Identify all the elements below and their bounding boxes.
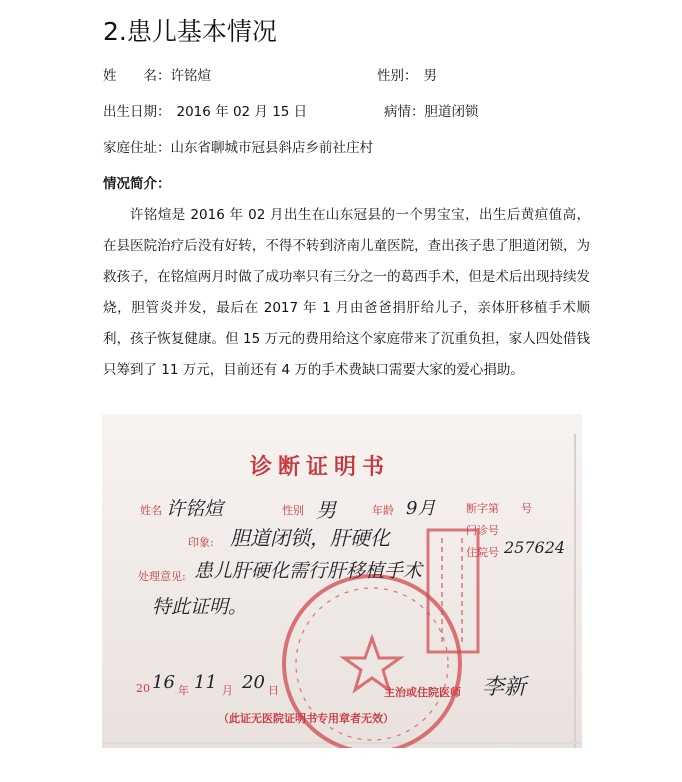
cert-age-handwritten: 9月 bbox=[406, 498, 436, 519]
address-row bbox=[103, 136, 373, 156]
cert-impression-label: 印象: bbox=[188, 536, 214, 549]
address-label: 家庭住址： bbox=[103, 140, 171, 156]
cert-name-handwritten: 许铭煊 bbox=[166, 498, 224, 520]
cert-year-label: 年 bbox=[178, 684, 189, 697]
cert-ref-label: 断字第 号 bbox=[466, 502, 532, 515]
cert-impression-handwritten: 胆道闭锁，肝硬化 bbox=[230, 526, 390, 550]
gender-row bbox=[377, 64, 437, 84]
cert-inpatient-label: 住院号 bbox=[466, 546, 499, 559]
cert-year-handwritten: 16 bbox=[152, 672, 175, 693]
disease-label: 病情： bbox=[384, 104, 425, 120]
paper-edge bbox=[574, 434, 576, 748]
birth-row bbox=[103, 100, 307, 120]
cert-date-prefix: 20 bbox=[136, 682, 150, 695]
cert-name-label: 姓名 bbox=[140, 504, 162, 517]
cert-opinion-handwritten: 患儿肝硬化需行肝移植手术 bbox=[194, 560, 423, 582]
cert-footer-note: （此证无医院证明书专用章者无效） bbox=[218, 712, 394, 725]
cert-day-label: 日 bbox=[268, 684, 279, 697]
cert-gender-handwritten: 男 bbox=[316, 498, 336, 522]
summary-heading: 情况简介： bbox=[103, 176, 171, 192]
disease-row bbox=[384, 100, 479, 120]
cert-opinion-label: 处理意见: bbox=[138, 570, 186, 583]
cert-day-handwritten: 20 bbox=[242, 672, 265, 693]
name-row bbox=[103, 64, 211, 84]
cert-outpatient-label: 门诊号 bbox=[466, 524, 499, 537]
disease-value: 胆道闭锁 bbox=[424, 104, 479, 120]
name-label: 姓 名： bbox=[103, 68, 171, 84]
section-title: 2.患儿基本情况 bbox=[103, 17, 277, 46]
gender-label: 性别： bbox=[377, 68, 418, 84]
cert-opinion-handwritten-2: 特此证明。 bbox=[152, 596, 248, 618]
address-value: 山东省聊城市冠县斜店乡前社庄村 bbox=[170, 140, 373, 156]
cert-month-label: 月 bbox=[222, 684, 233, 697]
gender-value: 男 bbox=[423, 68, 437, 84]
cert-gender-label: 性别 bbox=[282, 504, 304, 517]
summary-paragraph: 许铭煊是 2016 年 02 月出生在山东冠县的一个男宝宝，出生后黄疸值高，在县医院治疗后没有好转，不得不转到济南儿童医院，查出孩子患了胆道闭锁，为救孩子，在铭煊两月时做了成功率只有三分之一的葛西手术，但是术后出现持续发烧，胆管炎并发，最后在 2017 年 1 月由爸爸捐肝给儿子，亲体肝移植手术顺利，孩子恢复健康。但 15 万元的费用给这个家庭带来了沉重负担，家人四处借钱只筹到了 11 万元，目前还有 4 万的手术费缺口需要大家的爱心捐助。 bbox=[103, 207, 590, 378]
birth-value: 2016 年 02 月 15 日 bbox=[176, 104, 308, 120]
cert-inpatient-handwritten: 257624 bbox=[504, 538, 566, 557]
doctor-signature: 李新 bbox=[482, 675, 527, 700]
certificate-title: 诊断证明书 bbox=[250, 454, 391, 480]
cert-doctor-label: 主治或住院医师 bbox=[384, 686, 461, 699]
birth-label: 出生日期： bbox=[103, 104, 171, 120]
diagnosis-certificate-photo bbox=[102, 414, 582, 748]
name-value: 许铭煊 bbox=[170, 68, 211, 84]
cert-age-label: 年龄 bbox=[372, 504, 394, 517]
cert-month-handwritten: 11 bbox=[194, 672, 217, 693]
